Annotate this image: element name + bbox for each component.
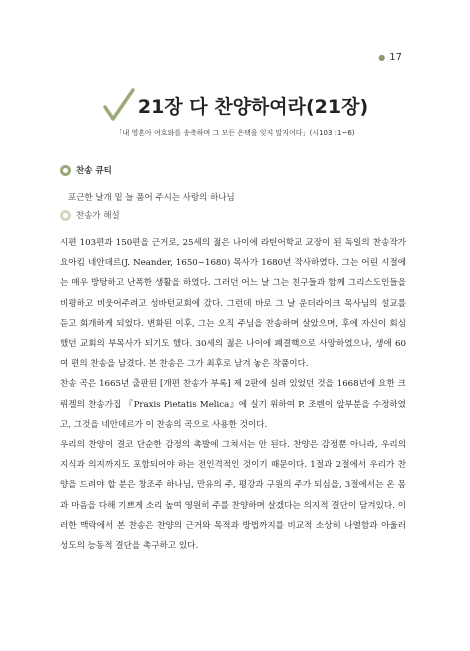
checkmark-icon: [102, 88, 136, 122]
section-hymn-commentary: [60, 209, 120, 221]
qt-quote: 포근한 날개 밑 늘 품어 주시는 사랑의 하나님: [68, 193, 235, 203]
page-number-text: 17: [389, 52, 402, 63]
scripture-subtitle: 「내 영혼아 여호와를 송축하며 그 모든 은택을 잊지 말지어다」(시103 :1~6): [115, 129, 355, 137]
paragraph: 찬송 곡은 1665년 출판된 [개편 찬송가 부록] 제 2판에 실려 있었던 것을 1668년에 요한 크뤼겔의 찬송가집 『Praxis Pietatis Melica』에 실기 위하여 P. 조렌이 앞부분을 수정하였고, 그것을 네안데르가 이 찬송의 곡으로 사용한 것이다.: [60, 379, 406, 430]
page-number: [378, 52, 402, 63]
title-row: [0, 88, 470, 122]
page-title: 21장 다 찬양하여라(21장): [137, 96, 369, 118]
section-bullet-icon: [60, 165, 71, 176]
paragraph: 시편 103편과 150편을 근거로, 25세의 젊은 나이에 라틴어학교 교장이 된 독일의 찬송작가 요아킴 네안데르(J. Neander, 1650~1680) 목사가 1680년 작사하였다. 그는 어린 시절에는 매우 방탕하고 난폭한 생활을 하였다. 그러던 어느 날 그는 친구들과 함께 그리스도인들을 비평하고 비웃어주려고 성바턴교회에 갔다. 그런데 바로 그 날 운더라이크 목사님의 설교를 듣고 회개하게 되었다. 변화된 이후, 그는 오직 주님을 찬송하며 살았으며, 후에 자신이 회심했던 교회의 부목사가 되기도 했다. 30세의 젊은 나이에 폐결핵으로 사망하였으나, 생애 60여 편의 찬송을 남겼다. 본 찬송은 그가 최후로 남겨 놓은 작품이다.: [60, 238, 406, 370]
section-label: 찬송 큐티: [76, 166, 112, 176]
section-bullet-icon: [60, 210, 71, 221]
paragraph: 우리의 찬양이 결코 단순한 감정의 촉발에 그쳐서는 안 된다. 찬양은 감정뿐 아니라, 우리의 지식과 의지까지도 포함되어야 하는 전인격적인 것이기 때문이다. 1절과 2절에서 우리가 찬양을 드려야 할 분은 창조주 하나님, 만유의 주, 평강과 구원의 주가 되심을, 3절에서는 온 몸과 마음을 다해 기쁘게 소리 높여 영원히 주를 찬양하며 살겠다는 의지적 결단이 담겨있다. 이러한 맥락에서 본 찬송은 찬양의 근거와 목적과 방법까지를 비교적 소상히 나열함과 아울러 성도의 능동적 결단을 촉구하고 있다.: [60, 440, 406, 552]
section-hymn-qt: [60, 164, 112, 176]
section-label: 찬송가 해설: [76, 211, 120, 221]
body-text: [60, 233, 406, 556]
bullet-icon: ●: [378, 53, 386, 62]
